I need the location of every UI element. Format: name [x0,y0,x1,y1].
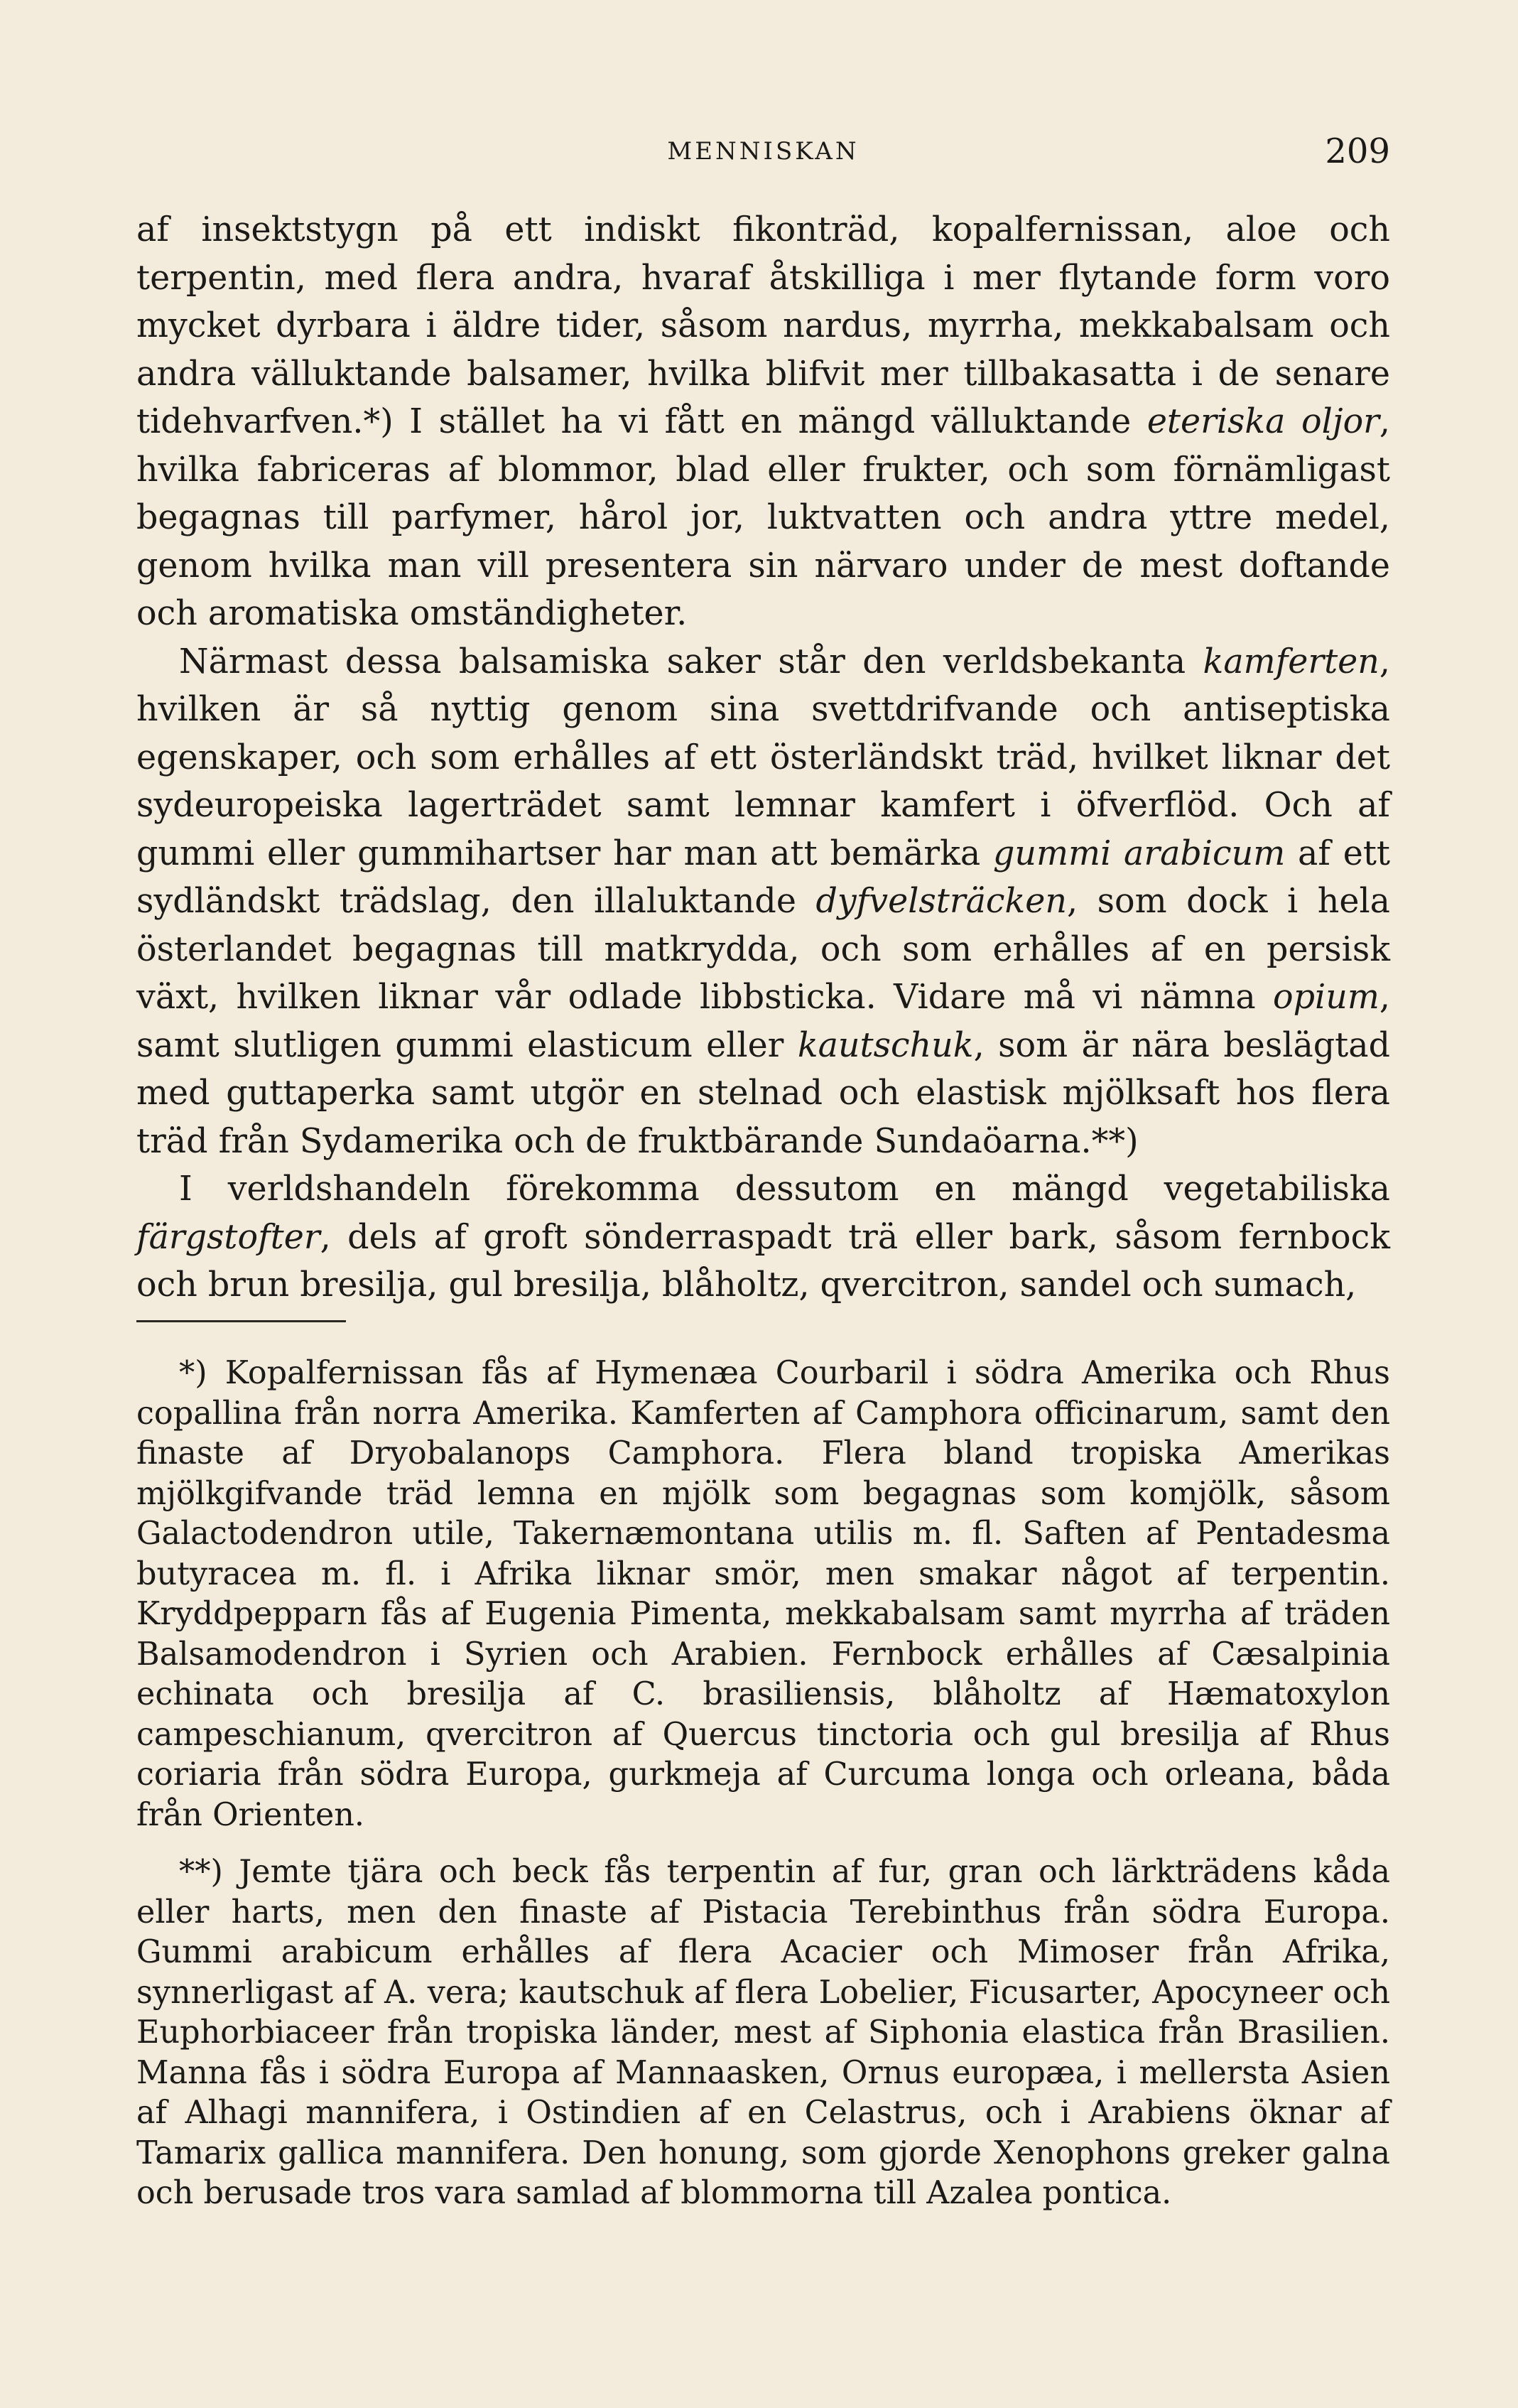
paragraph-2-text-e: , samt slutligen gummi elasticum eller [136,978,1390,1065]
paragraph-2-text-a: Närmast dessa balsamiska saker står den verldsbekanta [179,642,1203,681]
running-title: MENNISKAN [667,137,860,166]
paragraph-3-emphasis-fargstofter: färgstofter [136,1217,320,1257]
paragraph-2-emphasis-kamferten: kamferten [1203,642,1379,681]
footnote-2: **) Jemte tjära och beck fås terpentin af fur, gran och lärkträdens kåda eller harts, men den finaste af Pistacia Terebinthus från södra Europa. Gummi arabicum erhålles af flera Acacier och Mimoser från Afrika, synnerligast af A. vera; kautschuk af flera Lobelier, Ficusarter, Apocyneer och Euphorbiaceer från tropiska länder, mest af Siphonia elastica från Brasilien. Manna fås i södra Europa af Mannaasken, Ornus europæa, i mellersta Asien af Alhagi mannifera, i Ostindien af en Celastrus, och i Arabiens öknar af Tamarix gallica mannifera. Den honung, som gjorde Xenophons greker galna och berusade tros vara samlad af blommorna till Azalea pontica. [136,1854,1390,2211]
paragraph-1-text-b: , hvilka fabriceras af blommor, blad eller frukter, och som förnämligast begagnas till parfymer, hårol jor, luktvatten och andra yttre medel, genom hvilka man vill presentera sin närvaro under de mest doftande och aromatiska omständigheter. [136,402,1390,633]
paragraph-2-emphasis-kautschuk: kautschuk [797,1025,974,1065]
main-text [136,206,1390,1310]
paragraph-2-emphasis-gummi-arabicum: gummi arabicum [993,833,1286,873]
paragraph-3-text-a: I verldshandeln förekomma dessutom en mängd vegetabiliska [179,1170,1390,1209]
page-number: 209 [1325,131,1390,171]
paragraph-3 [136,1165,1390,1310]
paragraph-2 [136,638,1390,1166]
paragraph-3-text-b: , dels af groft sönderraspadt trä eller bark, såsom fernbock och brun bresilja, gul bresilja, blåholtz, qvercitron, sandel och sumach, [136,1217,1390,1305]
paragraph-2-emphasis-dyfvelstracken: dyfvelsträcken [815,882,1067,921]
paragraph-1 [136,206,1390,638]
page-header [136,131,1390,174]
footnote-divider [136,1320,346,1322]
footnote-1: *) Kopalfernissan fås af Hymenæa Courbaril i södra Amerika och Rhus copallina från norra Amerika. Kamferten af Camphora officinarum, samt den finaste af Dryobalanops Camphora. Flera bland tropiska Amerikas mjölkgifvande träd lemna en mjölk som begagnas som komjölk, såsom Galactodendron utile, Takernæmontana utilis m. fl. Saften af Pentadesma butyracea m. fl. i Afrika liknar smör, men smakar något af terpentin. Kryddpepparn fås af Eugenia Pimenta, mekkabalsam samt myrrha af träden Balsamodendron i Syrien och Arabien. Fernbock erhålles af Cæsalpinia echinata och bresilja af C. brasiliensis, blåholtz af Hæmatoxylon campeschianum, qvercitron af Quercus tinctoria och gul bresilja af Rhus coriaria från södra Europa, gurkmeja af Curcuma longa och orleana, båda från Orienten. [136,1355,1390,1833]
paragraph-2-text-c: af ett sydländskt trädslag, den illaluktande [136,833,1391,921]
footnotes [136,1354,1390,2214]
paragraph-2-text-f: , som är nära beslägtad med guttaperka samt utgör en stelnad och elastisk mjölksaft hos flera träd från Sydamerika och de fruktbärande Sundaöarna.**) [136,1025,1390,1161]
paragraph-2-text-d: , som dock i hela österlandet begagnas till matkrydda, och som erhålles af en persisk växt, hvilken liknar vår odlade libbsticka. Vidare må vi nämna [136,882,1390,1017]
paragraph-1-text-a: af insektstygn på ett indiskt fikonträd, kopalfernissan, aloe och terpentin, med flera andra, hvaraf åtskilliga i mer flytande form voro mycket dyrbara i äldre tider, såsom nardus, myrrha, mekkabalsam och andra välluktande balsamer, hvilka blifvit mer tillbakasatta i de senare tidehvarfven.*) I stället ha vi fått en mängd välluktande [136,210,1390,441]
paragraph-2-text-b: , hvilken är så nyttig genom sina svettdrifvande och antiseptiska egenskaper, och som erhålles af ett österländskt träd, hvilket liknar det sydeuropeiska lagerträdet samt lemnar kamfert i öfverflöd. Och af gummi eller gummihartser har man att bemärka [136,642,1390,873]
paragraph-1-emphasis-eteriska-oljor: eteriska oljor [1146,402,1379,441]
paragraph-2-emphasis-opium: opium [1273,978,1379,1017]
